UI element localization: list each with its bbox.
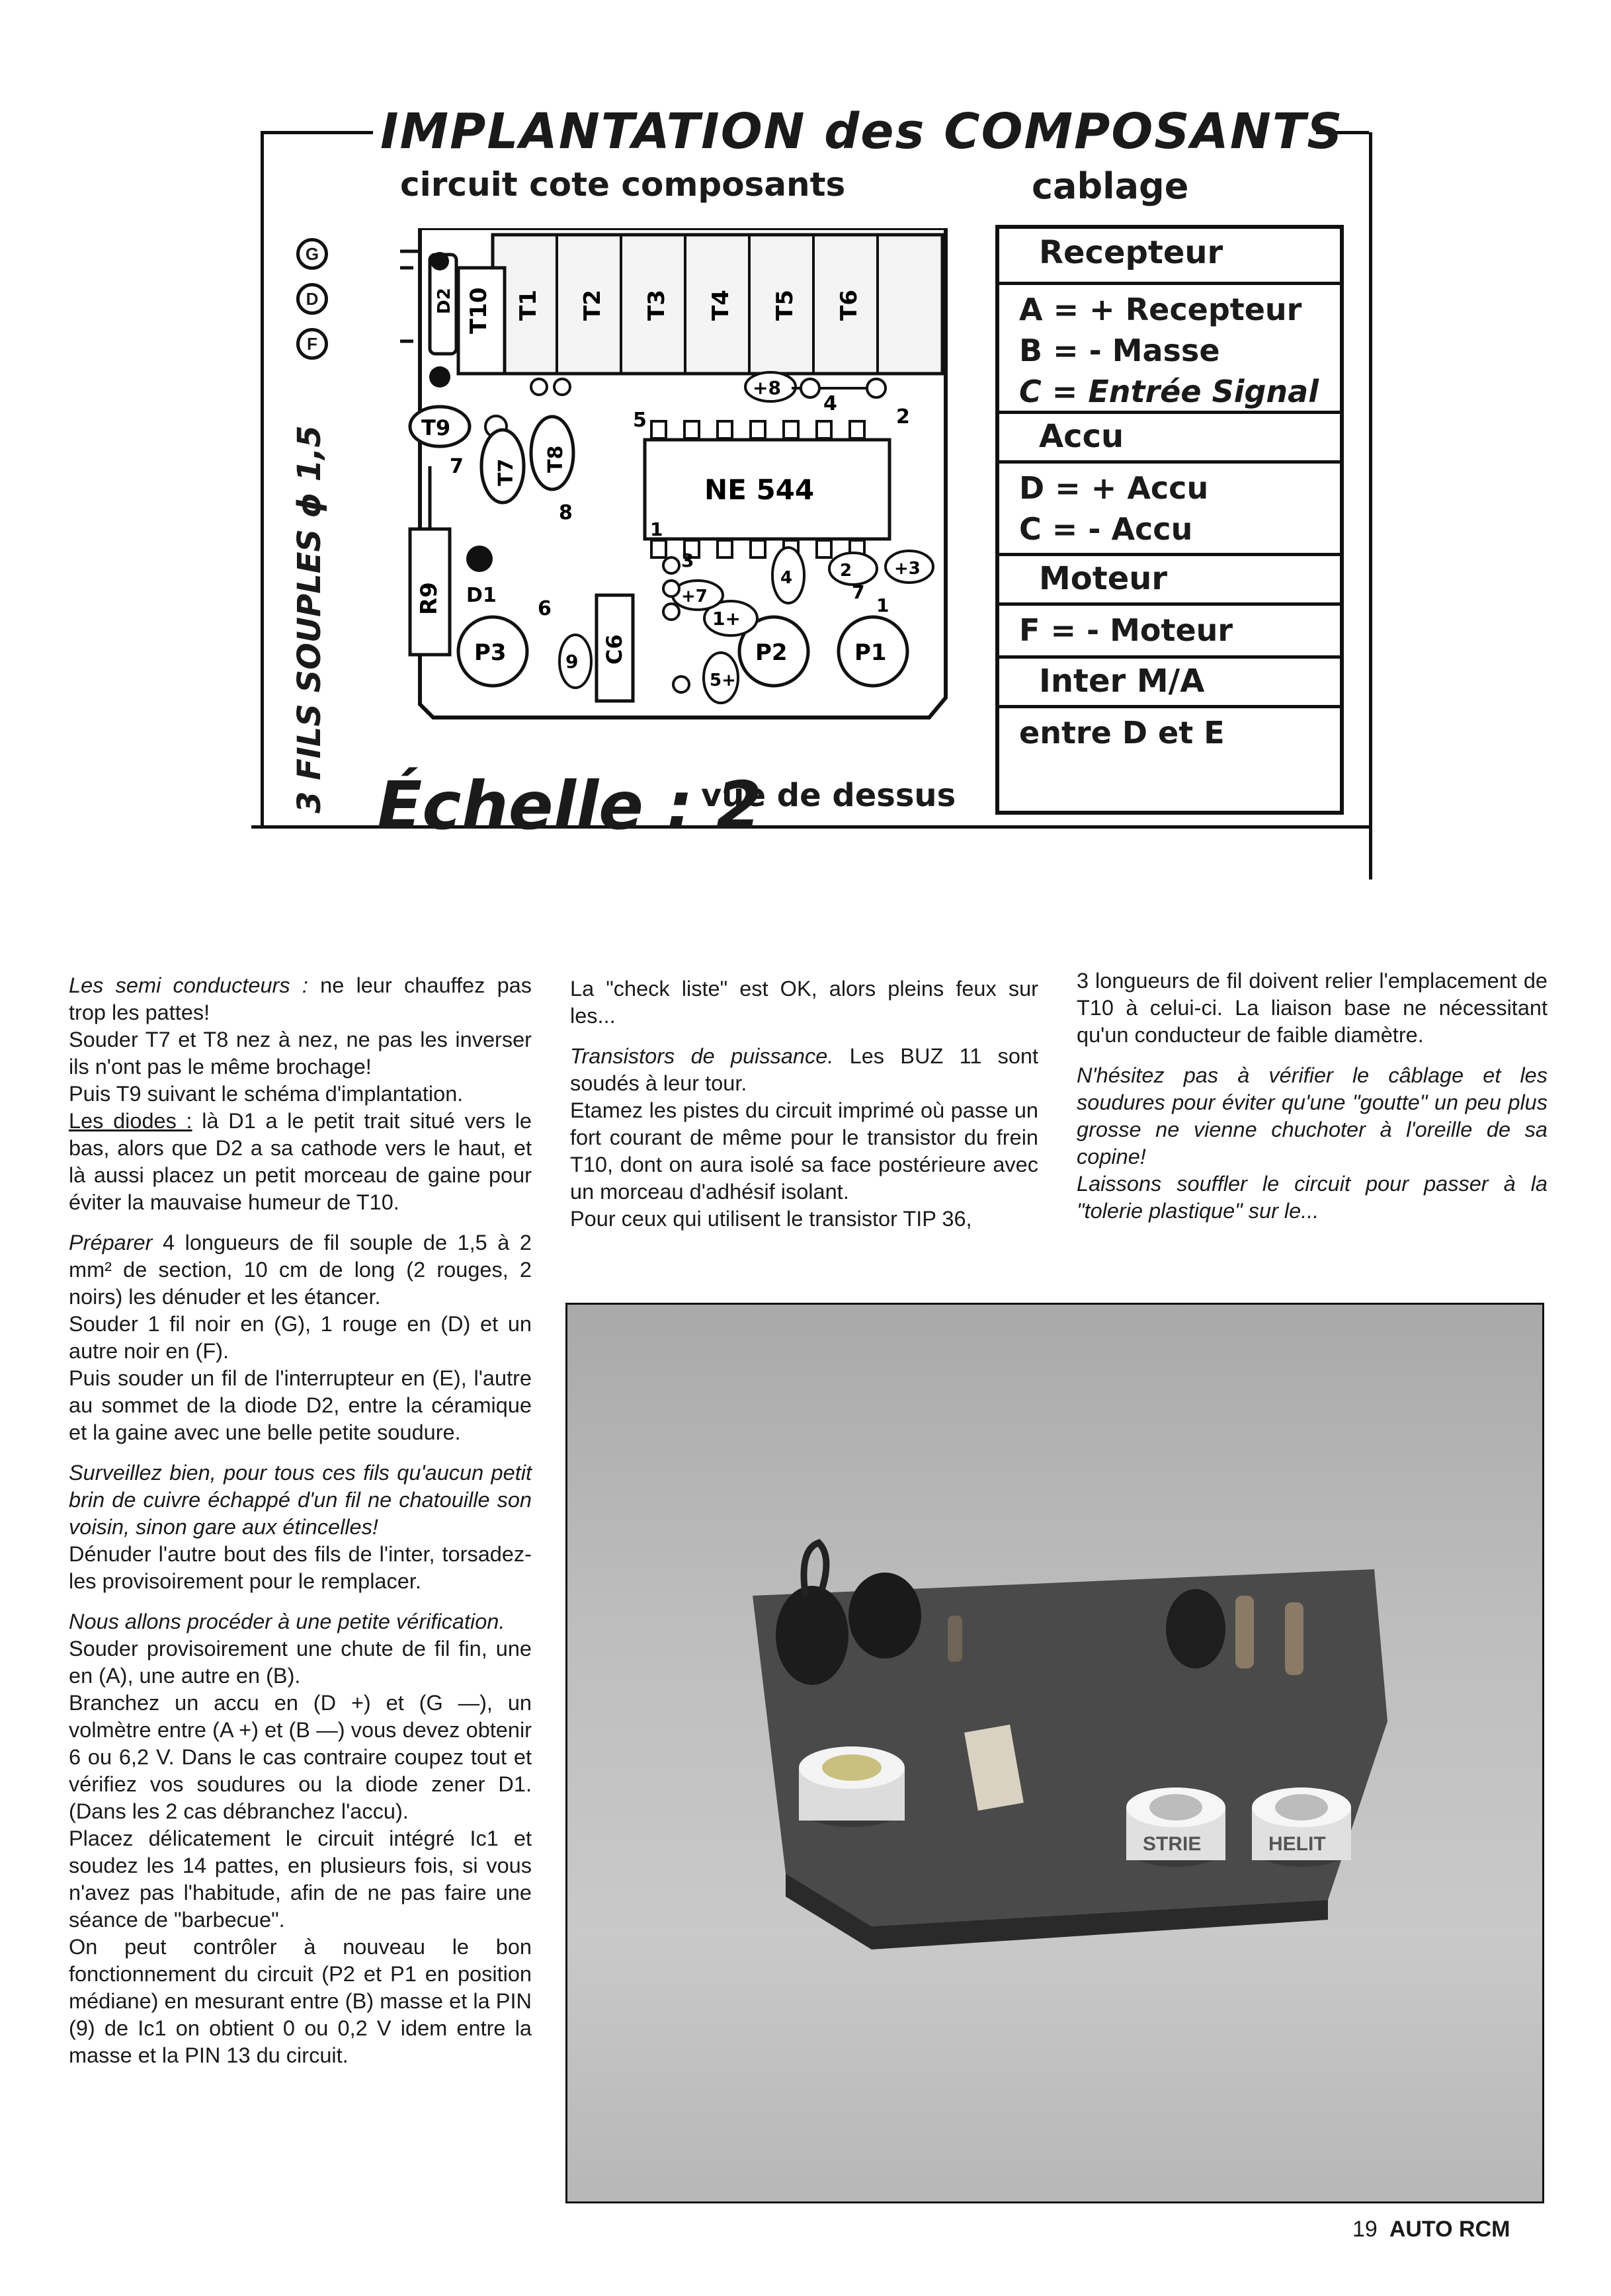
t7-label: T7 [495,458,518,486]
t5-label: T5 [772,290,798,321]
paragraph-text: ne leur chauffez pas trop les pattes! [69,973,532,1024]
circuit-photo [565,1303,1544,2203]
paragraph-text: Pour ceux qui utilisent le transistor TIP 36, [570,1207,972,1231]
pin-label: 1+ [712,608,741,630]
paragraph-text: N'hésitez pas à vérifier le câblage et les soudures pour éviter qu'une "goutte" un peu plus grosse ne vienne chuchoter à l'oreille de sa copine! [1077,1063,1548,1168]
wiring-table [995,225,1344,815]
paragraph [1077,967,1548,1049]
paragraph [69,1229,532,1446]
pin-label: 5 [633,409,647,432]
resistor [948,1616,962,1662]
text-column-2 [570,975,1038,1246]
page-footer [1352,2217,1510,2242]
paragraph-text: Puis souder un fil de l'interrupteur en (E), l'autre au sommet de la diode D2, entre la céramique et la gaine avec une belle petite soudure. [69,1366,532,1444]
t9-label: T9 [421,415,451,440]
paragraph-text: On peut contrôler à nouveau le bon fonctionnement du circuit (P2 et P1 en position médiane) en mesurant entre (B) masse et la PIN (9) de Ic1 on obtient 0 ou 0,2 V idem entre la masse et la PIN 13 du circuit. [69,1935,532,2067]
pin-label: 7 [852,581,865,603]
t6-label: T6 [836,290,862,321]
wiring-line: F = - Moteur [1019,612,1233,648]
pot-label: STRIE [1143,1833,1202,1855]
ic-label: NE 544 [704,473,815,506]
frame-line [261,131,373,134]
wiring-line: D = + Accu [1019,470,1209,506]
pin-label: 3 [681,550,694,571]
connector-d: D [296,283,328,315]
paragraph-text: Souder 1 fil noir en (G), 1 rouge en (D) et un autre noir en (F). [69,1312,532,1363]
pin-label: 2 [896,405,910,429]
pin-label: 4 [780,568,793,588]
paragraph [570,1043,1038,1233]
pin-label: +7 [681,587,708,606]
paragraph-text: Surveillez bien, pour tous ces fils qu'aucun petit brin de cuivre échappé d'un fil ne chatouille son voisin, sinon gare aux étincelles! [69,1461,532,1539]
t4-label: T4 [708,290,734,321]
paragraph-text: Dénuder l'autre bout des fils de l'inter, torsadez-les provisoirement pour le remplacer. [69,1542,532,1593]
accu-lines [999,460,1340,553]
diagram-subtitle: circuit cote composants [400,165,846,204]
p1-label: P1 [854,639,887,666]
component-layout-diagram [251,99,1376,853]
paragraph-text: là D1 a le petit trait situé vers le bas, alors que D2 a sa cathode vers le haut, et là aussi placez un petit morceau de gaine pour éviter la mauvaise humeur de T10. [69,1109,532,1214]
paragraph-text: Nous allons procéder à une petite vérification. [69,1610,505,1633]
moteur-heading: Moteur [999,553,1340,602]
pin-label: 9 [565,651,579,673]
pad [429,366,450,388]
pin-label: 1 [650,518,663,540]
transistor [1166,1589,1225,1668]
t10-label: T10 [466,287,492,334]
scale-label: Échelle : 2 [377,767,763,844]
recepteur-lines [999,282,1340,411]
paragraph-text: Les BUZ 11 sont soudés à leur tour. [570,1044,1038,1095]
transistor [776,1586,848,1685]
t1-label: T1 [515,290,542,321]
moteur-lines [999,602,1340,655]
pin-label: 4 [823,392,837,415]
pin-label: +8 [753,377,781,399]
resistor [1235,1596,1254,1668]
paragraph [69,1459,532,1595]
wires-note: 3 FILS SOUPLES ϕ 1,5 [291,425,328,813]
wiring-line: entre D et E [1019,715,1225,751]
paragraph [69,972,532,1216]
accu-heading: Accu [999,411,1340,460]
wiring-line: B = - Masse [1019,333,1220,368]
magazine-name: AUTO RCM [1389,2217,1510,2242]
t8-label: T8 [544,445,567,473]
paragraph-text: 3 longueurs de fil doivent relier l'emplacement de T10 à celui-ci. La liaison base ne nécessitant qu'un conducteur de faible diamètre. [1077,969,1548,1047]
paragraph-text: Placez délicatement le circuit intégré Ic1 et soudez les 14 pattes, en plusieurs fois, si vous n'avez pas l'habitude, afin de ne pas faire une séance de "barbecue". [69,1826,532,1932]
page-number: 19 [1352,2217,1378,2242]
inter-lines [999,705,1340,807]
wiring-line: A = + Recepteur [1019,292,1302,327]
d2-label: D2 [434,288,454,314]
paragraph [1077,1062,1548,1225]
paragraph-text: Souder provisoirement une chute de fil fin, une en (A), une autre en (B). [69,1637,532,1688]
paragraph-lead: Les semi conducteurs : [69,973,308,997]
t3-label: T3 [643,290,670,321]
p3-label: P3 [474,639,507,666]
pin-label: 1 [876,594,889,616]
frame-line [1369,132,1372,880]
paragraph-text: Etamez les pistes du circuit imprimé où passe un fort courant de même pour le transistor du frein T10, dont on aura isolé sa face postérieure avec un morceau d'adhésif isolant. [570,1098,1038,1204]
c6-label: C6 [602,634,627,665]
pot [1126,1787,1225,1867]
paragraph-text: 4 longueurs de fil souple de 1,5 à 2 mm² de section, 10 cm de long (2 rouges, 2 noirs) les dénuder et les étancer. [69,1231,532,1309]
text-column-3 [1077,967,1548,1238]
paragraph-lead: Transistors de puissance. [570,1044,834,1068]
pot [1252,1787,1351,1867]
pin-label: 5+ [710,671,736,690]
d1-label: D1 [466,584,497,607]
diagram-title: IMPLANTATION des COMPOSANTS [380,103,1344,160]
text-column-1 [69,972,532,2082]
resistor [1285,1602,1303,1675]
paragraph-text: Laissons souffler le circuit pour passer à la "tolerie plastique" sur le... [1077,1172,1548,1223]
connector-f: F [296,328,328,360]
paragraph-lead: Préparer [69,1231,153,1254]
t2-label: T2 [579,290,606,321]
wiring-title: cablage [1032,165,1189,207]
transistor [848,1573,921,1659]
pad [431,252,449,270]
paragraph-text: Puis T9 suivant le schéma d'implantation. [69,1082,464,1106]
p2-label: P2 [755,639,788,666]
frame-line [261,132,264,827]
pcb-drawing [400,228,949,721]
paragraph-text: Souder T7 et T8 nez à nez, ne pas les inverser ils n'ont pas le même brochage! [69,1028,532,1079]
paragraph-text: Branchez un accu en (D +) et (G —), un volmètre entre (A +) et (B —) vous devez obtenir 6 ou 6,2 V. Dans le cas contraire coupez tout et vérifiez vos soudures ou la diode zener D1. (Dans les 2 cas débranchez l'accu). [69,1691,532,1823]
pin-label: 8 [559,501,573,524]
pin-label: 7 [450,455,464,478]
recepteur-heading: Recepteur [1039,234,1223,271]
r9-label: R9 [416,582,442,615]
paragraph-lead: Les diodes : [69,1109,192,1133]
pin-label: 6 [538,597,552,620]
inter-heading: Inter M/A [999,655,1340,705]
paragraph [570,975,1038,1030]
view-label: vue de dessus [701,777,956,814]
wiring-line: C = Entrée Signal [1019,374,1319,409]
paragraph [69,1608,532,2069]
pot [799,1746,905,1827]
connector-g: G [296,238,328,270]
wiring-line: C = - Accu [1019,511,1193,547]
pin-label: +3 [894,559,921,579]
pot-label: HELIT [1268,1833,1326,1855]
pin-label: 2 [840,561,852,581]
paragraph-text: La "check liste" est OK, alors pleins feux sur les... [570,977,1038,1028]
